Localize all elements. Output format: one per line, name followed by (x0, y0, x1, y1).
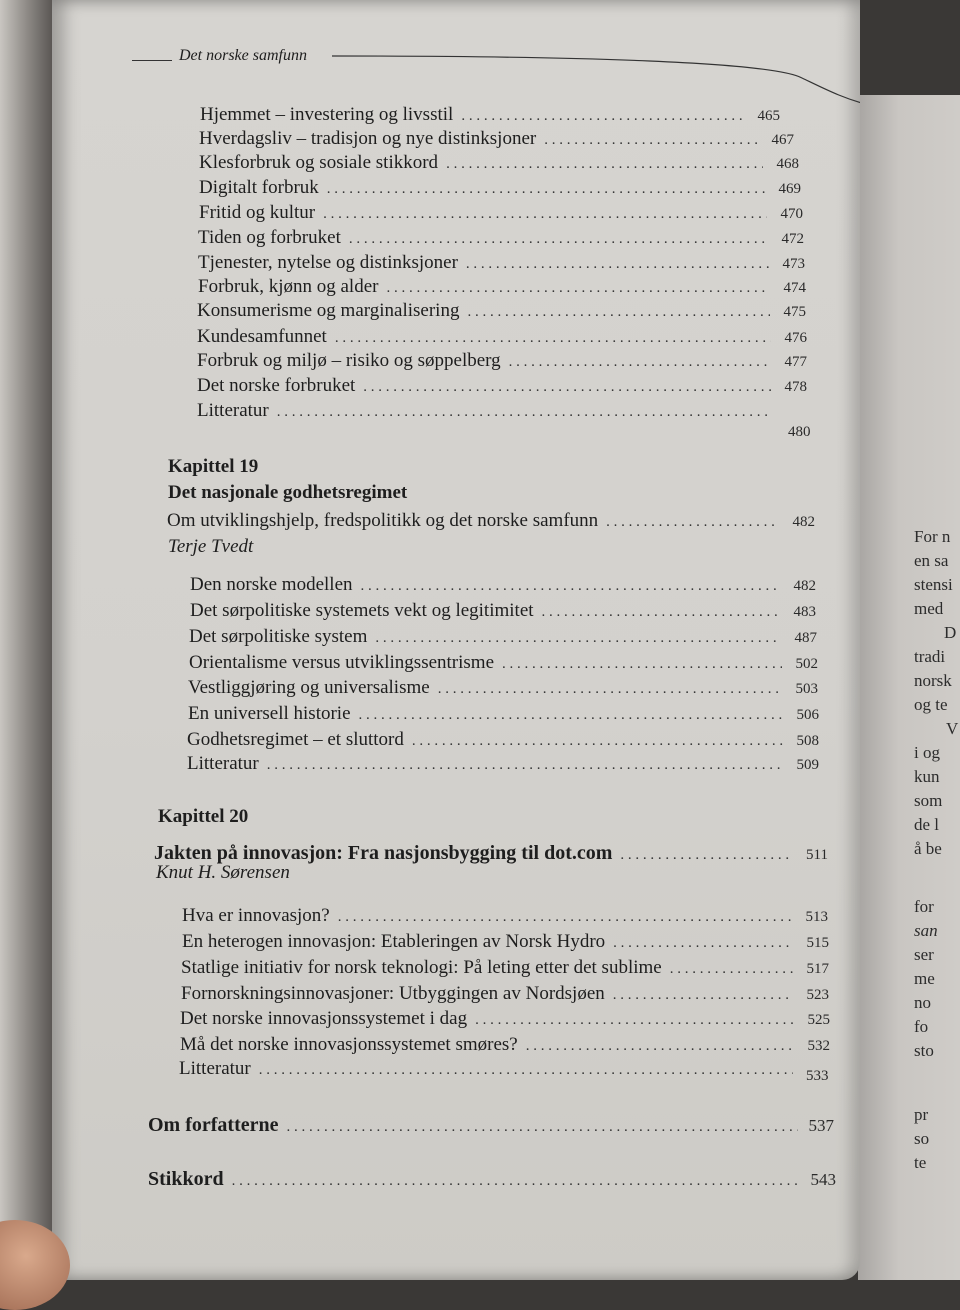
toc-page-number: 532 (807, 1038, 830, 1054)
leader-dots (363, 376, 771, 398)
right-page-text: te (914, 1153, 927, 1172)
toc-entry-title: Orientalisme versus utviklingssentrisme (189, 652, 495, 673)
toc-page-number: 469 (778, 181, 801, 197)
toc-page-number: 509 (796, 757, 819, 773)
toc-entry-title: Det sørpolitiske system (189, 626, 368, 647)
background-left (0, 0, 60, 1280)
right-page-text: pr (914, 1105, 929, 1124)
toc-entry[interactable] (180, 1008, 830, 1031)
right-page-text: for (914, 897, 934, 916)
book-page (52, 0, 860, 1280)
leader-dots (287, 1116, 799, 1138)
toc-page-number: 470 (780, 206, 803, 222)
right-page-text: V (946, 719, 959, 738)
toc-page-number: 465 (757, 108, 780, 124)
leader-dots (446, 153, 763, 175)
toc-page-number: 478 (784, 379, 807, 395)
leader-dots (670, 958, 793, 980)
right-page-text: so (914, 1129, 930, 1148)
leader-dots (359, 704, 783, 726)
toc-entry[interactable] (180, 1034, 830, 1057)
toc-entry-title: Forbruk og miljø – risiko og søppelberg (197, 350, 501, 371)
toc-entry[interactable] (197, 400, 807, 423)
toc-page-number: 511 (806, 847, 828, 863)
right-page-text: fo (914, 1017, 929, 1036)
toc-page-number: 537 (808, 1116, 834, 1135)
toc-entry-title: Godhetsregimet – et sluttord (187, 729, 404, 750)
toc-page-number: 503 (795, 681, 818, 697)
toc-entry-title: Stikkord (148, 1168, 224, 1190)
leader-dots (277, 401, 771, 423)
right-page (858, 95, 960, 1280)
toc-page-number: 468 (776, 156, 799, 172)
toc-entry-title: Hva er innovasjon? (182, 905, 330, 926)
right-page-text: i og (914, 743, 940, 762)
toc-entry[interactable] (190, 600, 816, 623)
toc-entry-title: Fritid og kultur (199, 202, 316, 223)
toc-entry-title: Statlige initiativ for norsk teknologi: På leting etter det sublime (181, 957, 662, 978)
leader-dots (375, 627, 781, 649)
toc-entry[interactable] (197, 350, 807, 373)
toc-entry-title: Litteratur (187, 753, 259, 774)
right-page-text: sto (914, 1041, 934, 1060)
toc-page-number: 477 (784, 354, 807, 370)
leader-dots (335, 327, 771, 349)
leader-dots (438, 678, 782, 700)
leader-dots (606, 511, 779, 533)
leader-dots (461, 105, 744, 127)
leader-dots (467, 301, 770, 323)
chapter-20-author: Knut H. Sørensen (156, 862, 290, 883)
chapter-19-label: Kapittel 19 (168, 456, 259, 477)
toc-page-number: 506 (796, 707, 819, 723)
right-page-text: ser (914, 945, 934, 964)
toc-entry-index[interactable] (148, 1168, 836, 1192)
toc-entry-title: Konsumerisme og marginalisering (197, 300, 460, 321)
toc-entry[interactable] (190, 574, 816, 597)
right-page-text: en sa (914, 551, 949, 570)
toc-entry-title: Om utviklingshjelp, fredspolitikk og det norske samfunn (167, 510, 599, 531)
toc-page-number: 515 (806, 935, 829, 951)
leader-dots (466, 253, 769, 275)
right-page-text: For n (914, 527, 951, 546)
toc-entry[interactable] (198, 252, 805, 275)
toc-entry-title: Det sørpolitiske systemets vekt og legitimitet (190, 600, 534, 621)
running-title: Det norske samfunn (179, 47, 307, 64)
chapter-20-label: Kapittel 20 (158, 806, 249, 827)
leader-dots (327, 178, 765, 200)
toc-entry-title: Klesforbruk og sosiale stikkord (199, 152, 439, 173)
toc-entry-title: Må det norske innovasjonssystemet smøres? (180, 1034, 518, 1055)
toc-page-number: 487 (794, 630, 817, 646)
toc-entry-title: Tiden og forbruket (198, 227, 341, 248)
toc-entry[interactable] (199, 152, 799, 175)
right-page-text: norsk (914, 671, 952, 690)
toc-entry-title: En universell historie (188, 703, 351, 724)
right-page-text: D (944, 623, 957, 642)
leader-dots (361, 575, 780, 597)
toc-entry-title: Hjemmet – investering og livsstil (200, 104, 454, 125)
leader-dots (526, 1035, 794, 1057)
leader-dots (502, 653, 782, 675)
toc-entry-title: Jakten på innovasjon: Fra nasjonsbygging til dot.com (154, 842, 613, 864)
toc-entry[interactable] (197, 326, 807, 349)
toc-entry[interactable] (182, 905, 828, 928)
toc-entry[interactable] (199, 128, 794, 151)
toc-entry[interactable] (197, 300, 806, 323)
toc-page-number: 475 (783, 304, 806, 320)
toc-entry-title: Litteratur (197, 400, 269, 421)
toc-entry[interactable] (198, 276, 806, 299)
toc-entry[interactable] (198, 227, 804, 250)
toc-entry[interactable] (189, 626, 817, 649)
right-page-text: med (914, 599, 944, 618)
toc-page-number: 502 (795, 656, 818, 672)
toc-entry-authors[interactable] (148, 1114, 834, 1138)
leader-dots (620, 844, 792, 866)
right-page-text: som (914, 791, 943, 810)
toc-entry-title: Det norske innovasjonssystemet i dag (180, 1008, 468, 1029)
table-of-contents (52, 0, 860, 1280)
toc-page-number: 472 (781, 231, 804, 247)
toc-page-number: 523 (806, 987, 829, 1003)
toc-entry[interactable] (197, 375, 807, 398)
toc-page-number: 533 (806, 1068, 829, 1084)
toc-entry-title: Litteratur (179, 1058, 251, 1079)
leader-dots (542, 601, 780, 623)
toc-entry-title: Hverdagsliv – tradisjon og nye distinksjoner (199, 128, 537, 149)
leader-dots (323, 203, 767, 225)
toc-page-number: 474 (783, 280, 806, 296)
right-page-text: de l (914, 815, 940, 834)
toc-entry[interactable] (188, 677, 818, 700)
toc-entry-title: Den norske modellen (190, 574, 353, 595)
toc-page-number: 525 (807, 1012, 830, 1028)
toc-page-number: 473 (782, 256, 805, 272)
right-page-text: og te (914, 695, 948, 714)
leader-dots (544, 129, 758, 151)
right-page-text: me (914, 969, 935, 988)
toc-entry-title: Det norske forbruket (197, 375, 356, 396)
toc-entry-title: Digitalt forbruk (199, 177, 319, 198)
leader-dots (509, 351, 771, 373)
toc-entry-title: Om forfatterne (148, 1114, 279, 1136)
toc-entry[interactable] (199, 177, 801, 200)
chapter-19-author: Terje Tvedt (168, 536, 254, 557)
toc-page-number: 482 (792, 514, 815, 530)
toc-page-number: 480 (788, 424, 811, 440)
toc-entry-title: Tjenester, nytelse og distinksjoner (198, 252, 458, 273)
leader-dots (349, 228, 768, 250)
toc-entry-chapter-subtitle[interactable] (167, 510, 815, 533)
chapter-19-title[interactable]: Det nasjonale godhetsregimet (168, 482, 408, 503)
right-page-text: kun (914, 767, 940, 786)
toc-entry[interactable] (187, 729, 819, 752)
toc-page-number: 543 (810, 1170, 836, 1189)
right-page-text: å be (914, 839, 942, 858)
leader-dots (232, 1170, 800, 1192)
leader-dots (338, 906, 792, 928)
toc-entry[interactable] (179, 1058, 829, 1081)
toc-entry-title: Forbruk, kjønn og alder (198, 276, 379, 297)
leader-dots (475, 1009, 794, 1031)
toc-page-number: 476 (784, 330, 807, 346)
leader-dots (267, 754, 783, 776)
leader-dots (613, 984, 793, 1006)
toc-entry[interactable] (182, 931, 829, 954)
toc-entry-title: Fornorskningsinnovasjoner: Utbyggingen av Nordsjøen (181, 983, 605, 1004)
toc-entry[interactable] (181, 957, 829, 980)
toc-page-number: 483 (793, 604, 816, 620)
toc-entry[interactable] (187, 753, 819, 776)
toc-page-number: 467 (771, 132, 794, 148)
leader-dots (613, 932, 793, 954)
toc-entry[interactable] (189, 652, 818, 675)
right-page-text: no (914, 993, 931, 1012)
toc-page-number: 513 (805, 909, 828, 925)
toc-entry[interactable] (199, 202, 803, 225)
toc-entry-title: En heterogen innovasjon: Etableringen av Norsk Hydro (182, 931, 606, 952)
toc-page-number: 508 (796, 733, 819, 749)
toc-entry[interactable] (181, 983, 829, 1006)
toc-entry[interactable] (188, 703, 819, 726)
right-page-text: san (914, 921, 938, 940)
toc-page-number: 482 (793, 578, 816, 594)
leader-dots (386, 277, 770, 299)
leader-dots (259, 1059, 793, 1081)
right-page-text: tradi (914, 647, 946, 666)
toc-entry-title: Vestliggjøring og universalisme (188, 677, 430, 698)
leader-dots (412, 730, 783, 752)
toc-entry-title: Kundesamfunnet (197, 326, 327, 347)
toc-entry[interactable] (200, 104, 780, 127)
toc-page-number: 517 (806, 961, 829, 977)
right-page-text: stensi (914, 575, 953, 594)
